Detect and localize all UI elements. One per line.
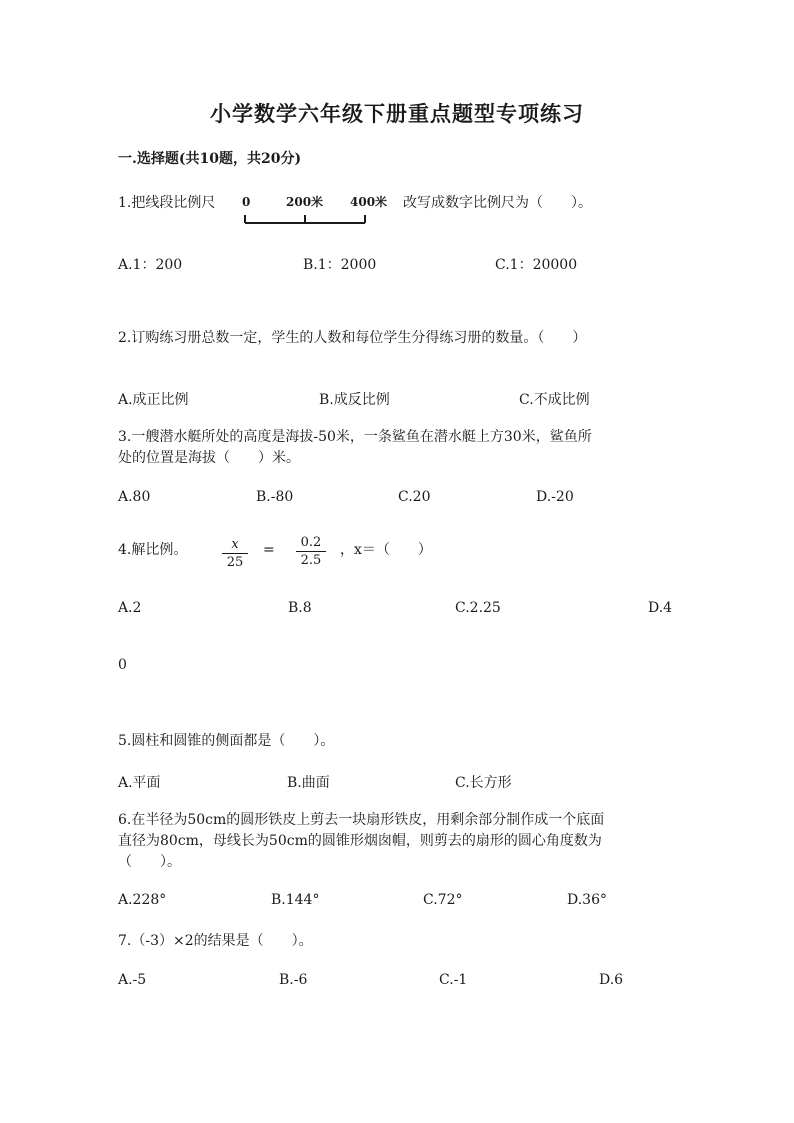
q3-option-a[interactable]: A.80 xyxy=(118,489,151,505)
q5-option-a[interactable]: A.平面 xyxy=(118,775,161,791)
question-6-line-2: 直径为80cm，母线长为50cm的圆锥形烟囱帽，则剪去的扇形的圆心角度数为 xyxy=(118,833,602,849)
q4-option-c[interactable]: C.2.25 xyxy=(455,600,501,616)
scale-label-0: 0 xyxy=(242,195,251,209)
equals-sign: = xyxy=(263,542,275,558)
q1-option-c[interactable]: C.1：20000 xyxy=(495,257,578,273)
q4-option-d-overflow: 0 xyxy=(118,657,127,673)
fraction-2-denominator: 2.5 xyxy=(300,553,322,568)
q1-option-b[interactable]: B.1：2000 xyxy=(303,257,377,273)
fraction-2-bar xyxy=(296,551,326,552)
fraction-2-numerator: 0.2 xyxy=(300,535,322,550)
scale-label-400: 400米 xyxy=(350,195,388,209)
question-6-line-1: 6.在半径为50cm的圆形铁皮上剪去一块扇形铁皮，用剩余部分制作成一个底面 xyxy=(118,812,605,828)
q2-option-a[interactable]: A.成正比例 xyxy=(118,392,189,408)
question-3-line-2: 处的位置是海拔（ ）米。 xyxy=(118,450,300,466)
q4-option-a[interactable]: A.2 xyxy=(118,600,142,616)
scale-label-200: 200米 xyxy=(286,195,324,209)
question-5-text: 5.圆柱和圆锥的侧面都是（ ）。 xyxy=(118,733,335,749)
question-4-suffix: ，x＝（ ） xyxy=(340,542,432,558)
q4-option-d[interactable]: D.4 xyxy=(648,600,673,616)
q5-option-b[interactable]: B.曲面 xyxy=(287,775,330,791)
question-2-text: 2.订购练习册总数一定，学生的人数和每位学生分得练习册的数量。（ ） xyxy=(118,330,587,346)
fraction-1-denominator: 25 xyxy=(226,555,244,570)
section-heading: 一.选择题(共10题，共20分) xyxy=(118,151,302,167)
fraction-0.2-over-2.5 xyxy=(296,535,326,568)
question-4-prefix: 4.解比例。 xyxy=(118,542,188,558)
page-title: 小学数学六年级下册重点题型专项练习 xyxy=(210,101,584,126)
q2-option-c[interactable]: C.不成比例 xyxy=(519,392,590,408)
q3-option-b[interactable]: B.-80 xyxy=(256,489,294,505)
fraction-1-bar xyxy=(222,553,248,554)
question-1-suffix: 改写成数字比例尺为（ ）。 xyxy=(403,195,592,211)
q7-option-c[interactable]: C.-1 xyxy=(439,972,468,988)
q6-option-c[interactable]: C.72° xyxy=(423,892,463,908)
line-scale-diagram xyxy=(240,192,400,228)
question-7-text: 7.（-3）×2的结果是（ ）。 xyxy=(118,933,313,949)
question-3-line-1: 3.一艘潜水艇所处的高度是海拔-50米，一条鲨鱼在潜水艇上方30米，鲨鱼所 xyxy=(118,429,592,445)
q7-option-b[interactable]: B.-6 xyxy=(279,972,308,988)
fraction-1-numerator: x xyxy=(231,537,239,552)
fraction-x-over-25 xyxy=(222,537,248,570)
q7-option-a[interactable]: A.-5 xyxy=(118,972,147,988)
q7-option-d[interactable]: D.6 xyxy=(599,972,624,988)
q6-option-a[interactable]: A.228° xyxy=(118,892,167,908)
q3-option-d[interactable]: D.-20 xyxy=(536,489,574,505)
q2-option-b[interactable]: B.成反比例 xyxy=(319,392,390,408)
q5-option-c[interactable]: C.长方形 xyxy=(455,775,512,791)
question-6-line-3: （ ）。 xyxy=(118,854,181,870)
q6-option-b[interactable]: B.144° xyxy=(271,892,320,908)
q6-option-d[interactable]: D.36° xyxy=(567,892,607,908)
question-1-prefix: 1.把线段比例尺 xyxy=(118,195,216,211)
q1-option-a[interactable]: A.1：200 xyxy=(118,257,183,273)
q4-option-b[interactable]: B.8 xyxy=(288,600,312,616)
q3-option-c[interactable]: C.20 xyxy=(398,489,431,505)
